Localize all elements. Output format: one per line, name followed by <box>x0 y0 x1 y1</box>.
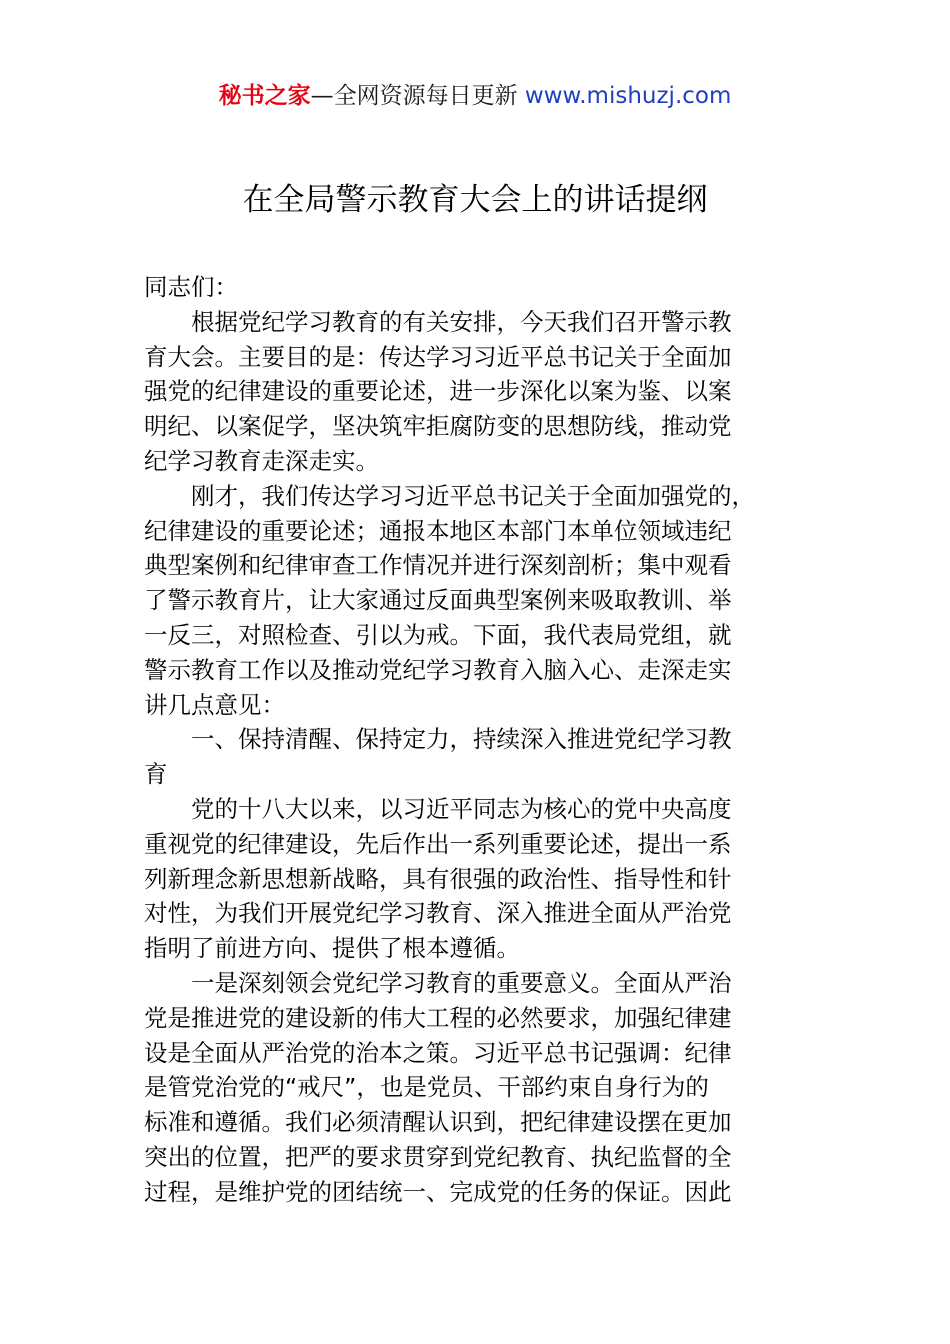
text-line: 育 <box>144 760 168 789</box>
text-line: 设是全面从严治党的治本之策。习近平总书记强调：纪律 <box>144 1038 732 1067</box>
text-line: 纪学习教育走深走实。 <box>144 446 379 475</box>
text-line: 了警示教育片，让大家通过反面典型案例来吸取教训、举 <box>144 586 732 615</box>
text-line: 一、保持清醒、保持定力，持续深入推进党纪学习教 <box>191 725 732 754</box>
text-line: 根据党纪学习教育的有关安排，今天我们召开警示教 <box>191 307 732 336</box>
text-line: 党的十八大以来，以习近平同志为核心的党中央高度 <box>191 794 732 823</box>
text-line: 警示教育工作以及推动党纪学习教育入脑入心、走深走实 <box>144 655 732 684</box>
document-body <box>144 270 812 1210</box>
site-slogan: —全网资源每日更新 <box>310 83 518 109</box>
text-line: 突出的位置，把严的要求贯穿到党纪教育、执纪监督的全 <box>144 1142 732 1171</box>
text-line: 对性，为我们开展党纪学习教育、深入推进全面从严治党 <box>144 899 732 928</box>
text-line: 标准和遵循。我们必须清醒认识到，把纪律建设摆在更加 <box>144 1108 732 1137</box>
text-line: 讲几点意见： <box>144 690 285 719</box>
text-line: 过程，是维护党的团结统一、完成党的任务的保证。因此 <box>144 1177 732 1206</box>
text-line: 强党的纪律建设的重要论述，进一步深化以案为鉴、以案 <box>144 377 732 406</box>
site-brand: 秘书之家 <box>218 83 311 109</box>
text-line: 明纪、以案促学，坚决筑牢拒腐防变的思想防线，推动党 <box>144 412 732 441</box>
text-line: 重视党的纪律建设，先后作出一系列重要论述，提出一系 <box>144 829 732 858</box>
document-title: 在全局警示教育大会上的讲话提纲 <box>242 182 708 218</box>
text-line: 是管党治党的“戒尺”，也是党员、干部约束自身行为的 <box>144 1073 709 1102</box>
text-line: 一是深刻领会党纪学习教育的重要意义。全面从严治 <box>191 968 732 997</box>
text-line: 纪律建设的重要论述；通报本地区本部门本单位领域违纪 <box>144 516 732 545</box>
text-line: 指明了前进方向、提供了根本遵循。 <box>144 934 520 963</box>
text-line: 列新理念新思想新战略，具有很强的政治性、指导性和针 <box>144 864 732 893</box>
site-header <box>0 80 950 112</box>
text-line: 典型案例和纪律审查工作情况并进行深刻剖析；集中观看 <box>144 551 732 580</box>
site-url-link[interactable]: www.mishuzj.com <box>524 83 732 109</box>
text-line: 同志们： <box>144 273 238 301</box>
text-line: 育大会。主要目的是：传达学习习近平总书记关于全面加 <box>144 342 732 371</box>
text-line: 党是推进党的建设新的伟大工程的必然要求，加强纪律建 <box>144 1003 732 1032</box>
text-line: 刚才，我们传达学习习近平总书记关于全面加强党的， <box>191 481 755 510</box>
text-line: 一反三，对照检查、引以为戒。下面，我代表局党组，就 <box>144 620 732 649</box>
